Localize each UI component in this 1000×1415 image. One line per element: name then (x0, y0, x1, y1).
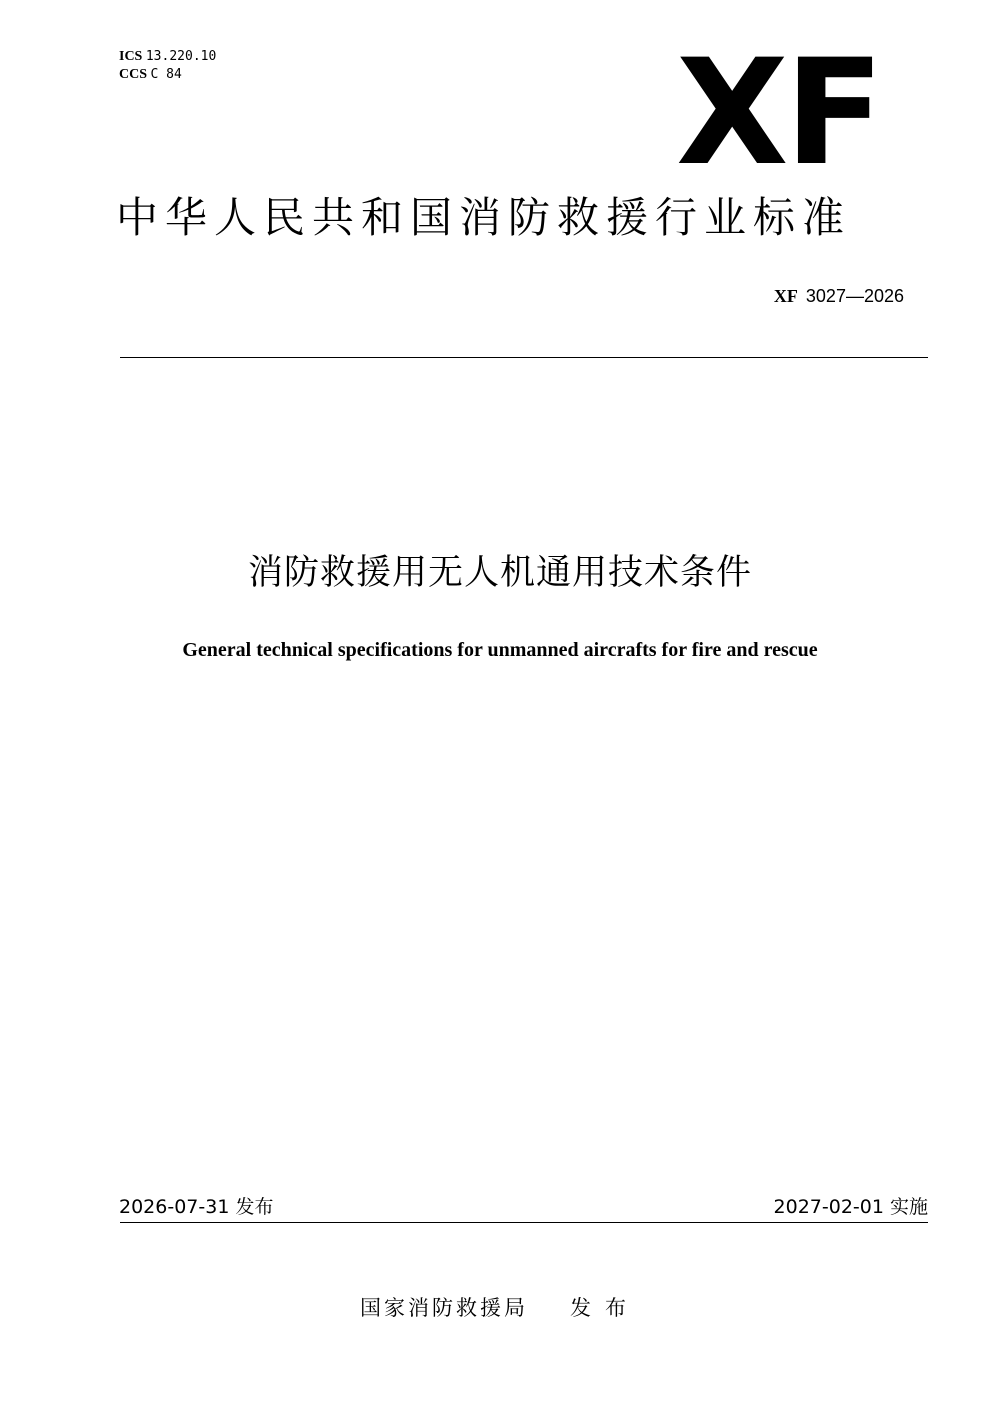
standard-code-prefix: XF (773, 286, 798, 306)
publisher-organization: 国家消防救援局 (360, 1296, 528, 1320)
document-title-cn: 消防救援用无人机通用技术条件 (247, 553, 752, 593)
implementation-date: 2027-02-01 实施 (773, 1196, 928, 1218)
ics-label: ICS (119, 49, 143, 64)
footer-divider (120, 1222, 928, 1223)
document-title-en: General technical specifications for unmanned aircrafts for fire and rescue (182, 639, 818, 661)
ccs-value: C 84 (150, 67, 182, 82)
standard-type-title: 中华人民共和国消防救援行业标准 (116, 193, 852, 242)
standard-code (774, 284, 904, 309)
standard-code-number: 3027—2026 (805, 286, 904, 306)
ccs-label: CCS (119, 67, 148, 82)
xf-logo: XF (676, 28, 881, 198)
publisher-line (0, 1293, 1000, 1323)
header-divider (120, 357, 928, 358)
publisher-action: 发布 (570, 1296, 640, 1320)
issue-date: 2026-07-31 发布 (119, 1196, 274, 1218)
ics-line (119, 48, 216, 66)
ccs-line (119, 66, 216, 84)
ics-value: 13.220.10 (145, 49, 217, 64)
classification-block (119, 48, 216, 84)
